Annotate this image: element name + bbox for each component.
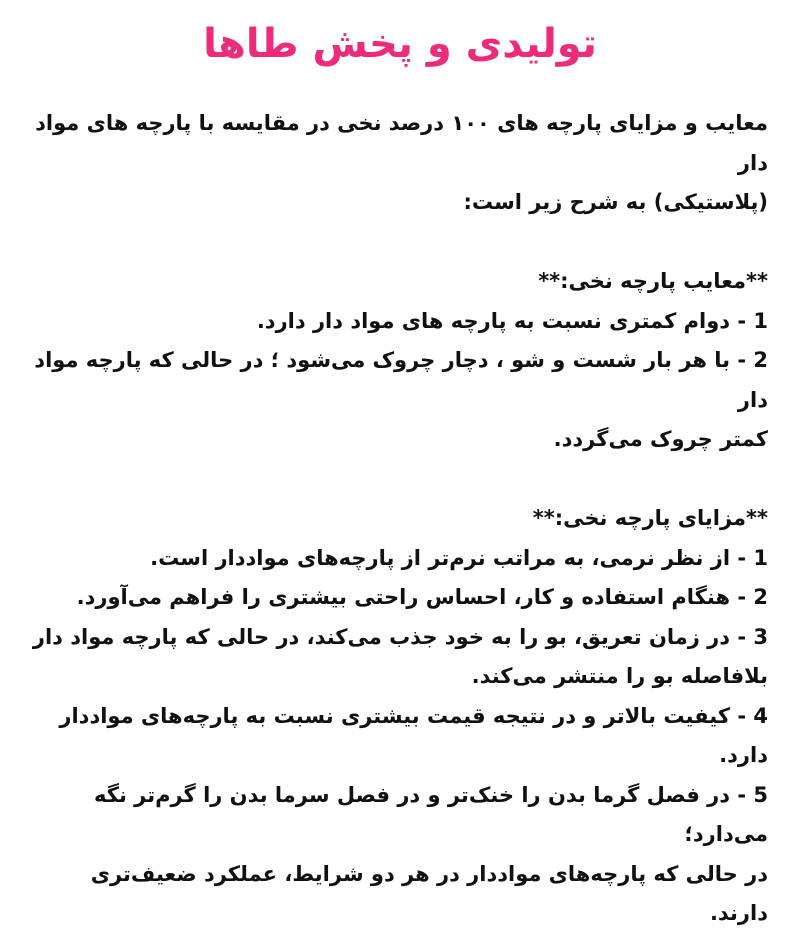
advantages-heading: **مزایای پارچه نخی:** [532, 506, 768, 530]
page-title: تولیدی و پخش طاها [203, 21, 597, 67]
advantage-item-3-cont: بلافاصله بو را منتشر می‌کند. [471, 664, 768, 688]
advantage-item-2: 2 - هنگام استفاده و کار، احساس راحتی بیشتری را فراهم می‌آورد. [76, 585, 768, 609]
advantage-item-5-cont: در حالی که پارچه‌های مواددار در هر دو شرایط، عملکرد ضعیف‌تری دارند. [90, 861, 768, 925]
intro-line: (پلاستیکی) به شرح زیر است: [463, 190, 768, 214]
advantage-item-1: 1 - از نظر نرمی، به مراتب نرم‌تر از پارچه‌های مواددار است. [150, 545, 768, 570]
disadvantage-item-2: 2 - با هر بار شست و شو ، دچار چروک می‌شود ؛ در حالی که پارچه مواد دار [34, 348, 768, 412]
spacer [28, 460, 768, 500]
content-body [28, 104, 768, 934]
advantage-item-5: 5 - در فصل گرما بدن را خنک‌تر و در فصل سرما بدن را گرم‌تر نگه می‌دارد؛ [94, 782, 768, 846]
advantage-item-3: 3 - در زمان تعریق، بو را به خود جذب می‌کند، در حالی که پارچه مواد دار [32, 624, 768, 649]
disadvantage-item-1: 1 - دوام کمتری نسبت به پارچه های مواد دار دارد. [256, 308, 768, 333]
spacer [28, 223, 768, 263]
intro-line: معایب و مزایای پارچه های ۱۰۰ درصد نخی در مقایسه با پارچه های مواد دار [35, 111, 768, 175]
disadvantage-item-2-cont: کمتر چروک می‌گردد. [553, 427, 768, 451]
disadvantages-heading: **معایب پارچه نخی:** [538, 269, 768, 293]
advantage-item-4: 4 - کیفیت بالاتر و در نتیجه قیمت بیشتری نسبت به پارچه‌های مواددار دارد. [59, 703, 768, 767]
